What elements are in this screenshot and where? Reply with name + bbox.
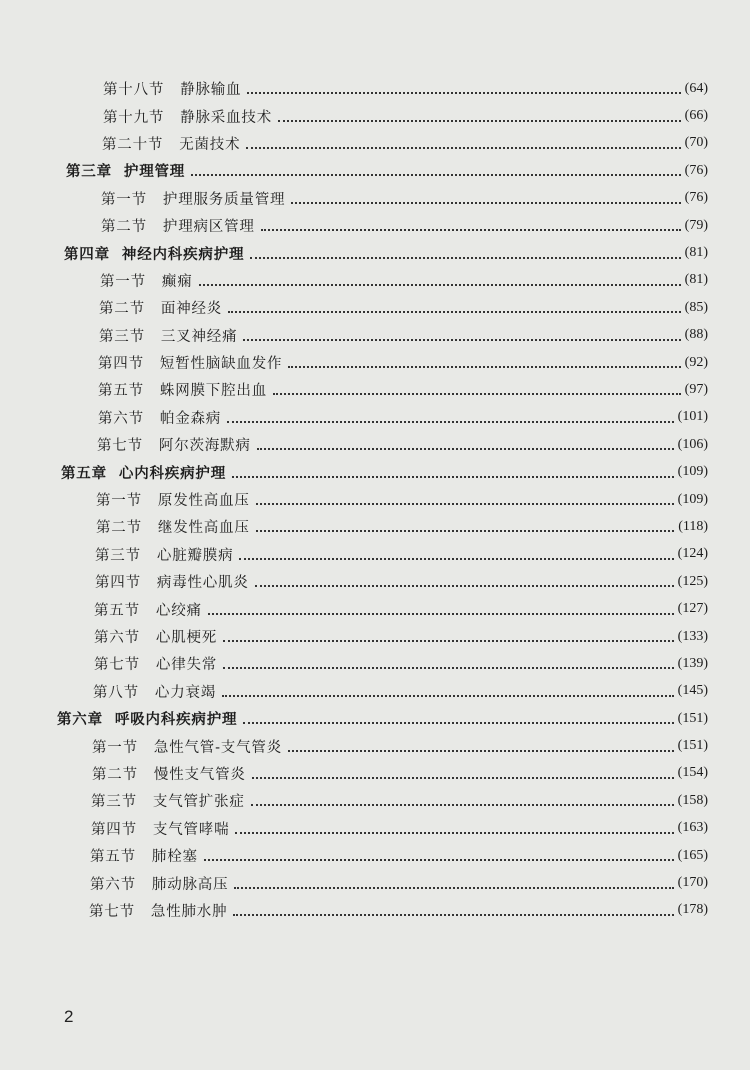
- toc-entry-label: [98, 352, 282, 373]
- toc-section-entry: [0, 376, 750, 403]
- toc-chapter-entry: [0, 705, 750, 732]
- toc-entry-page-number: (118): [678, 518, 708, 534]
- toc-section-entry: [0, 75, 750, 102]
- toc-entry-title: 三叉神经痛: [160, 328, 238, 345]
- toc-section-entry: [0, 212, 750, 239]
- toc-section-entry: [0, 869, 750, 896]
- dot-leader: [261, 228, 681, 231]
- dot-leader: [252, 776, 674, 779]
- toc-entry-label: [101, 188, 285, 209]
- toc-entry-page-number: (109): [677, 491, 708, 507]
- toc-entry-label: [57, 708, 237, 729]
- toc-entry-number: 第二节: [96, 520, 142, 537]
- toc-entry-page-number: (101): [677, 409, 708, 425]
- dot-leader: [199, 283, 681, 286]
- toc-entry-page-number: (165): [677, 847, 708, 863]
- toc-entry-page-number: (151): [677, 738, 708, 754]
- toc-entry-page-number: (81): [684, 245, 708, 261]
- toc-entry-number: 第七节: [97, 438, 143, 455]
- toc-entry-number: 第七节: [89, 903, 135, 920]
- toc-entry-label: [90, 873, 228, 894]
- toc-entry-label: [64, 243, 244, 264]
- toc-entry-label: [91, 818, 229, 839]
- toc-entry-title: 肺动脉高压: [151, 876, 229, 893]
- page-folio: 2: [64, 1007, 74, 1026]
- toc-entry-page-number: (178): [677, 902, 708, 918]
- toc-entry-label: [66, 160, 185, 181]
- toc-entry-label: [92, 763, 246, 784]
- toc-entry-page-number: (81): [684, 272, 708, 288]
- dot-leader: [251, 803, 674, 806]
- toc-entry-page-number: (125): [677, 573, 708, 589]
- toc-entry-title: 慢性支气管炎: [153, 766, 246, 783]
- toc-entry-page-number: (139): [677, 655, 708, 671]
- toc-entry-title: 蛛网膜下腔出血: [159, 383, 268, 400]
- toc-entry-title: 护理病区管理: [162, 219, 255, 236]
- toc-entry-page-number: (64): [684, 80, 708, 96]
- toc-entry-title: 继发性高血压: [157, 520, 250, 537]
- toc-entry-page-number: (124): [677, 546, 708, 562]
- toc-section-entry: [0, 349, 750, 376]
- toc-entry-number: 第三节: [95, 547, 141, 564]
- toc-entry-number: 第二节: [101, 219, 147, 236]
- toc-entry-page-number: (109): [677, 464, 708, 480]
- toc-entry-number: 第六节: [90, 876, 136, 893]
- toc-entry-title: 肺栓塞: [151, 849, 198, 866]
- toc-entry-label: [94, 626, 217, 647]
- toc-entry-number: 第六节: [98, 410, 144, 427]
- dot-leader: [255, 584, 674, 587]
- toc-entry-title: 癫痫: [161, 273, 193, 290]
- toc-entry-number: 第五节: [94, 602, 140, 619]
- toc-entry-label: [95, 544, 233, 565]
- toc-entry-label: [98, 379, 267, 400]
- dot-leader: [228, 310, 681, 313]
- toc-section-entry: [0, 842, 750, 869]
- toc-entry-page-number: (154): [677, 765, 708, 781]
- toc-chapter-entry: [0, 458, 750, 485]
- dot-leader: [247, 91, 680, 94]
- dot-leader: [234, 886, 673, 889]
- toc-entry-label: [98, 407, 221, 428]
- toc-entry-number: 第一节: [100, 273, 146, 290]
- dot-leader: [250, 256, 680, 259]
- dot-leader: [227, 420, 674, 423]
- toc-entry-number: 第十九节: [103, 109, 165, 126]
- toc-entry-label: [95, 571, 249, 592]
- toc-entry-title: 帕金森病: [159, 410, 222, 427]
- toc-section-entry: [0, 787, 750, 814]
- toc-entry-page-number: (66): [684, 108, 708, 124]
- table-of-contents: [0, 75, 750, 924]
- dot-leader: [222, 694, 674, 697]
- toc-entry-title: 静脉输血: [180, 82, 242, 99]
- toc-entry-title: 神经内科疾病护理: [121, 245, 245, 263]
- toc-entry-page-number: (88): [684, 327, 708, 343]
- toc-entry-label: [90, 845, 198, 866]
- toc-entry-number: 第三章: [66, 163, 112, 181]
- toc-entry-number: 第三节: [91, 794, 137, 811]
- toc-entry-title: 面神经炎: [160, 301, 223, 318]
- toc-entry-number: 第五节: [90, 849, 136, 866]
- toc-entry-page-number: (76): [684, 162, 708, 178]
- toc-entry-title: 急性肺水肿: [150, 903, 228, 920]
- toc-entry-title: 原发性高血压: [157, 493, 250, 510]
- toc-entry-number: 第十八节: [103, 82, 165, 99]
- toc-entry-page-number: (158): [677, 792, 708, 808]
- toc-entry-number: 第一节: [101, 191, 147, 208]
- toc-entry-title: 心力衰竭: [154, 684, 217, 701]
- dot-leader: [288, 749, 674, 752]
- toc-entry-title: 心绞痛: [155, 602, 202, 619]
- toc-entry-label: [101, 215, 255, 236]
- toc-entry-page-number: (127): [677, 601, 708, 617]
- toc-entry-title: 静脉采血技术: [180, 109, 273, 126]
- toc-entry-title: 心肌梗死: [155, 630, 218, 646]
- toc-section-entry: [0, 486, 750, 513]
- toc-chapter-entry: [0, 157, 750, 184]
- toc-section-entry: [0, 732, 750, 759]
- toc-entry-number: 第四节: [91, 821, 137, 838]
- toc-entry-number: 第二十节: [102, 136, 164, 153]
- toc-entry-number: 第五节: [98, 383, 144, 400]
- toc-section-entry: [0, 595, 750, 622]
- dot-leader: [243, 721, 673, 724]
- dot-leader: [239, 557, 673, 560]
- toc-entry-number: 第二节: [92, 766, 138, 783]
- dot-leader: [243, 338, 680, 341]
- toc-section-entry: [0, 267, 750, 294]
- toc-section-entry: [0, 322, 750, 349]
- toc-entry-label: [89, 900, 227, 921]
- toc-entry-label: [93, 681, 216, 702]
- toc-section-entry: [0, 431, 750, 458]
- toc-entry-number: 第四节: [95, 575, 141, 592]
- toc-entry-title: 支气管哮喘: [152, 821, 230, 838]
- toc-entry-page-number: (133): [677, 628, 708, 644]
- toc-entry-number: 第六章: [57, 711, 103, 729]
- toc-section-entry: [0, 760, 750, 787]
- toc-entry-number: 第四章: [64, 245, 110, 263]
- toc-entry-page-number: (145): [677, 683, 708, 699]
- dot-leader: [235, 831, 673, 834]
- toc-section-entry: [0, 102, 750, 129]
- toc-entry-title: 短暂性脑缺血发作: [159, 356, 283, 373]
- toc-entry-number: 第二节: [99, 301, 145, 318]
- dot-leader: [278, 119, 681, 122]
- toc-entry-title: 护理管理: [123, 163, 186, 181]
- toc-entry-label: [92, 736, 282, 757]
- dot-leader: [208, 612, 674, 615]
- toc-entry-title: 护理服务质量管理: [162, 191, 286, 208]
- toc-entry-page-number: (79): [684, 217, 708, 233]
- toc-entry-number: 第四节: [98, 356, 144, 373]
- toc-entry-title: 心脏瓣膜病: [156, 547, 234, 564]
- toc-entry-number: 第七节: [94, 657, 140, 674]
- toc-entry-page-number: (97): [684, 381, 708, 397]
- toc-entry-label: [91, 790, 245, 811]
- toc-section-entry: [0, 541, 750, 568]
- toc-section-entry: [0, 185, 750, 212]
- dot-leader: [191, 173, 681, 176]
- toc-entry-label: [94, 599, 202, 620]
- dot-leader: [257, 447, 674, 450]
- toc-entry-label: [99, 325, 237, 346]
- toc-entry-number: 第八节: [93, 684, 139, 701]
- toc-entry-label: [102, 133, 240, 154]
- toc-entry-label: [103, 106, 272, 127]
- dot-leader: [256, 529, 674, 532]
- toc-entry-page-number: (76): [684, 190, 708, 206]
- dot-leader: [232, 475, 674, 478]
- toc-entry-number: 第五章: [61, 464, 107, 482]
- dot-leader: [223, 639, 674, 642]
- toc-entry-label: [94, 653, 217, 674]
- dot-leader: [246, 146, 680, 149]
- toc-section-entry: [0, 404, 750, 431]
- dot-leader: [233, 913, 673, 916]
- toc-entry-label: [99, 297, 222, 318]
- toc-section-entry: [0, 130, 750, 157]
- dot-leader: [223, 666, 674, 669]
- toc-entry-page-number: (85): [684, 299, 708, 315]
- toc-section-entry: [0, 294, 750, 321]
- toc-section-entry: [0, 678, 750, 705]
- toc-chapter-entry: [0, 239, 750, 266]
- toc-entry-label: [61, 462, 226, 483]
- toc-section-entry: [0, 897, 750, 924]
- toc-entry-number: 第三节: [99, 328, 145, 345]
- dot-leader: [291, 201, 680, 204]
- toc-entry-number: 第一节: [92, 739, 138, 756]
- dot-leader: [204, 858, 674, 861]
- toc-entry-page-number: (151): [677, 710, 708, 726]
- toc-entry-page-number: (106): [677, 436, 708, 452]
- toc-entry-title: 病毒性心肌炎: [156, 575, 249, 592]
- toc-entry-page-number: (170): [677, 875, 708, 891]
- toc-section-entry: [0, 513, 750, 540]
- toc-entry-title: 支气管扩张症: [152, 794, 245, 811]
- toc-entry-number: 第一节: [96, 493, 142, 510]
- toc-entry-label: [96, 516, 250, 537]
- toc-section-entry: [0, 623, 750, 650]
- toc-entry-page-number: (163): [677, 820, 708, 836]
- toc-entry-title: 呼吸内科疾病护理: [114, 711, 238, 729]
- toc-entry-number: 第六节: [94, 630, 140, 646]
- toc-entry-page-number: (70): [684, 135, 708, 151]
- toc-entry-label: [103, 78, 241, 99]
- toc-entry-title: 急性气管-支气管炎: [153, 739, 283, 756]
- toc-entry-title: 心内科疾病护理: [118, 464, 227, 482]
- toc-entry-page-number: (92): [684, 354, 708, 370]
- toc-entry-label: [97, 434, 251, 455]
- toc-section-entry: [0, 815, 750, 842]
- dot-leader: [256, 502, 674, 505]
- dot-leader: [273, 392, 681, 395]
- dot-leader: [288, 365, 680, 368]
- toc-entry-label: [96, 489, 250, 510]
- toc-section-entry: [0, 650, 750, 677]
- toc-entry-title: 无菌技术: [179, 136, 241, 153]
- toc-entry-title: 阿尔茨海默病: [158, 438, 251, 455]
- toc-entry-title: 心律失常: [155, 657, 218, 674]
- toc-entry-label: [100, 270, 193, 291]
- toc-section-entry: [0, 568, 750, 595]
